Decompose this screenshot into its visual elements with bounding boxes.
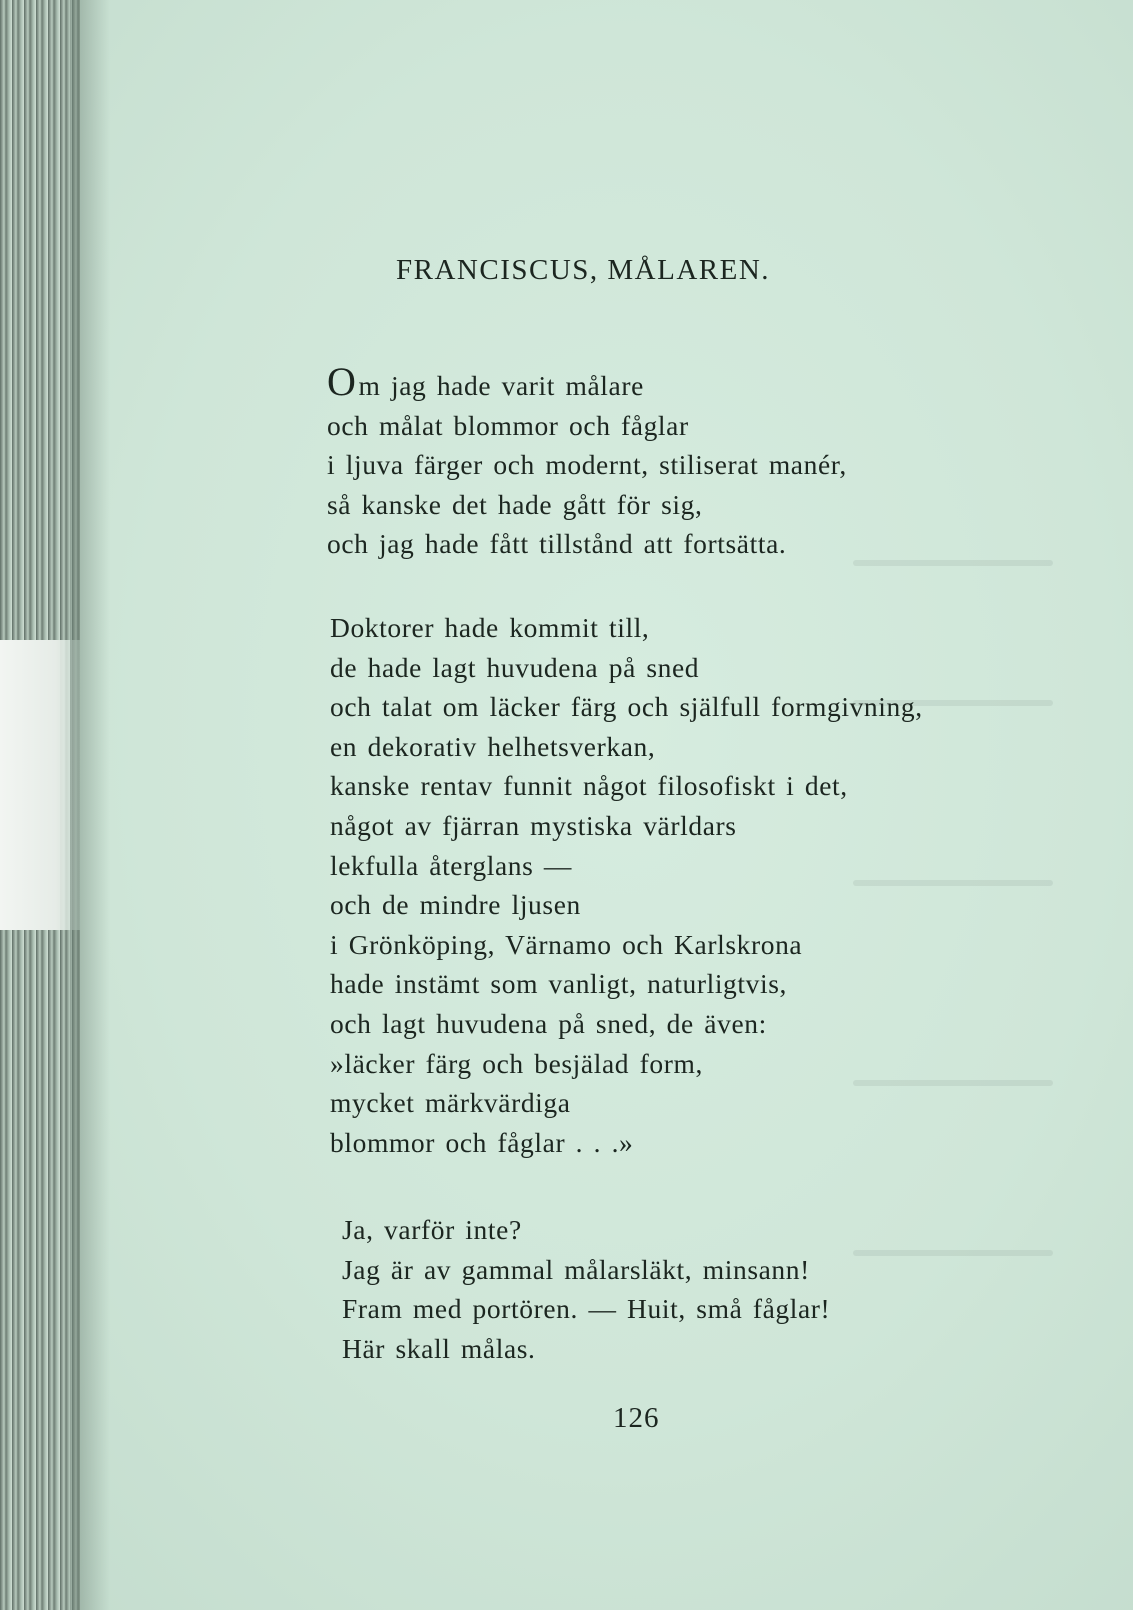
stanza-3 [342,1210,830,1368]
show-through-mark [853,560,1053,566]
poem-line: så kanske det hade gått för sig, [327,488,703,520]
poem-line: och de mindre ljusen [330,889,581,921]
poem-line: Ja, varför inte? [342,1214,522,1245]
poem-line: och talat om läcker färg och själfull formgivning, [330,691,923,723]
gutter-shadow [70,0,110,1610]
poem-line: de hade lagt huvudena på sned [330,651,700,683]
stanza-1 [327,359,847,564]
poem-line: hade instämt som vanligt, naturligtvis, [330,968,788,1000]
page-number: 126 [613,1402,660,1434]
poem-line: en dekorativ helhetsverkan, [330,730,656,762]
stanza-2 [330,608,923,1162]
poem-line-text: m jag hade varit målare [358,370,644,401]
poem-line: Doktorer hade kommit till, [330,612,650,643]
poem-line: blommor och fåglar . . .» [330,1126,634,1158]
poem-line: och jag hade fått tillstånd att fortsätta. [327,528,787,560]
poem-line: mycket märkvärdiga [330,1087,571,1119]
show-through-mark [853,1250,1053,1256]
poem-line: något av fjärran mystiska världars [330,809,737,841]
drop-cap: O [327,359,357,404]
poem-line [327,359,847,406]
poem-line: »läcker färg och besjälad form, [330,1047,703,1079]
poem-title: FRANCISCUS, MÅLAREN. [396,254,771,286]
poem-line: Jag är av gammal målarsläkt, minsann! [342,1253,810,1285]
gutter-light-gap [0,640,80,930]
poem-line: och lagt huvudena på sned, de även: [330,1007,767,1039]
poem-line: i ljuva färger och modernt, stiliserat manér, [327,449,847,481]
poem-line: lekfulla återglans — [330,849,573,881]
poem-line: Fram med portören. — Huit, små fåglar! [342,1293,831,1325]
poem-line: i Grönköping, Värnamo och Karlskrona [330,928,803,960]
poem-line: Här skall målas. [342,1332,536,1364]
poem-line: och målat blommor och fåglar [327,409,689,441]
poem-line: kanske rentav funnit något filosofiskt i det, [330,770,848,802]
